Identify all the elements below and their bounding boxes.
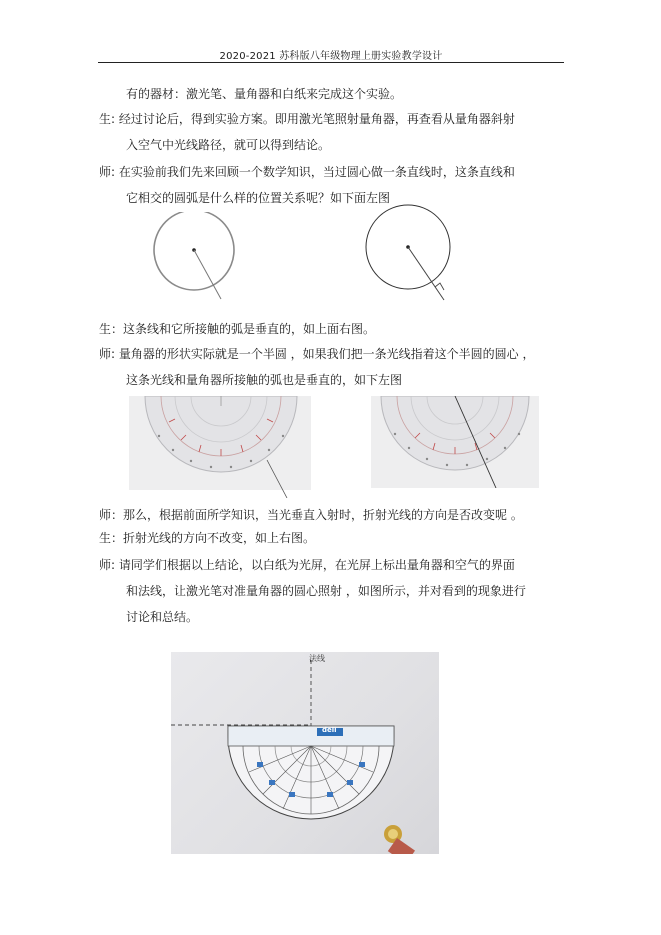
page-header: 2020-2021 苏科版八年级物理上册实验教学设计 <box>219 51 443 62</box>
protractor-image-right <box>371 396 539 488</box>
text-line-5: 它相交的圆弧是什么样的位置关系呢？如下面左图 <box>126 191 391 205</box>
text-line-4: 师: 在实验前我们先来回顾一个数学知识，当过圆心做一条直线时，这条直线和 <box>99 165 515 179</box>
normal-line-label: 法线 <box>309 654 325 663</box>
circle-figure-right <box>360 204 460 304</box>
text-line-12: 和法线，让激光笔对准量角器的圆心照射 ，如图所示，并对看到的现象进行 <box>126 584 526 598</box>
text-line-13: 讨论和总结。 <box>126 610 199 624</box>
circle-figure-left <box>148 212 248 304</box>
experiment-photo <box>171 652 439 854</box>
protractor-image-left <box>129 396 311 498</box>
text-line-7: 师: 量角器的形状实际就是一个半圆 ，如果我们把一条光线指着这个半圆的圆心 ， <box>99 347 535 361</box>
header-divider <box>98 62 564 63</box>
brand-label: deli <box>322 726 337 734</box>
text-line-1: 有的器材：激光笔、量角器和白纸来完成这个实验。 <box>126 87 403 101</box>
text-line-10: 生：折射光线的方向不改变，如上右图。 <box>99 531 316 545</box>
text-line-6: 生：这条线和它所接触的弧是垂直的，如上面右图。 <box>99 322 376 336</box>
text-line-3: 入空气中光线路径，就可以得到结论。 <box>126 138 331 152</box>
text-line-8: 这条光线和量角器所接触的弧也是垂直的，如下左图 <box>126 373 403 387</box>
text-line-9: 师：那么，根据前面所学知识，当光垂直入射时，折射光线的方向是否改变呢 。 <box>99 508 523 522</box>
text-line-11: 师: 请同学们根据以上结论，以白纸为光屏，在光屏上标出量角器和空气的界面 <box>99 558 515 572</box>
text-line-2: 生: 经过讨论后，得到实验方案。即用激光笔照射量角器，再查看从量角器斜射 <box>99 112 515 126</box>
